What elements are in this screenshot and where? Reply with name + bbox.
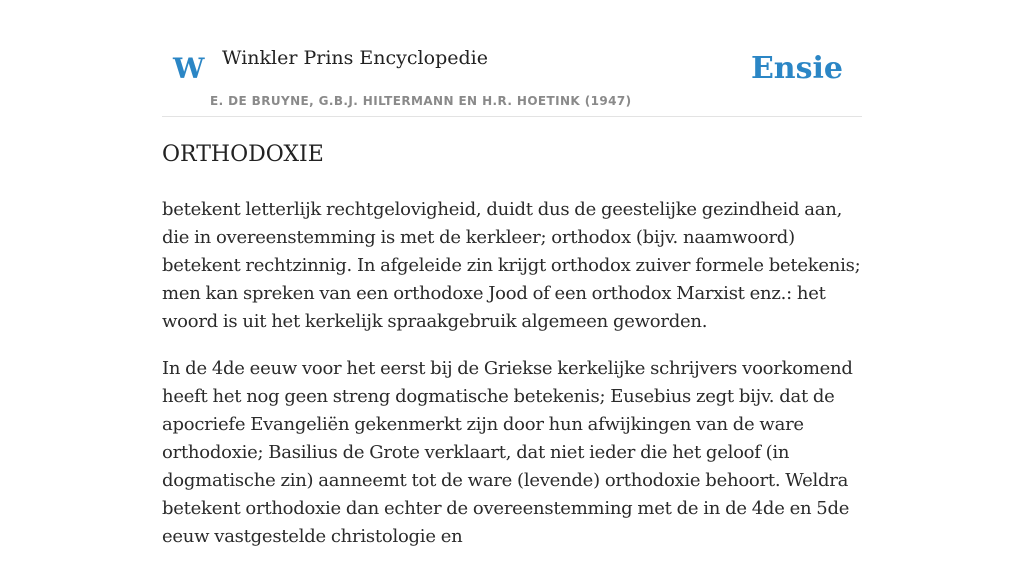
ensie-logo-link[interactable]: Ensie bbox=[750, 51, 843, 86]
entry-paragraph: In de 4de eeuw voor het eerst bij de Griekse kerkelijke schrijvers voorkomend heeft het nog geen streng dogmatische betekenis; Eusebius zegt bijv. dat de apocriefe Evangeliën gekenmerkt zijn door hun afwijkingen van de ware orthodoxie; Basilius de Grote verklaart, dat niet ieder die het geloof (in dogmatische zin) aanneemt tot de ware (levende) orthodoxie behoort. Weldra betekent orthodoxie dan echter de overeenstemming met de in de 4de en 5de eeuw vastgestelde christologie en bbox=[162, 358, 853, 547]
encyclopedia-logo-icon[interactable]: W bbox=[173, 52, 205, 85]
book-title[interactable]: Winkler Prins Encyclopedie bbox=[222, 47, 488, 69]
entry-content bbox=[162, 138, 862, 570]
entry-paragraph: betekent letterlijk rechtgelovigheid, duidt dus de geestelijke gezindheid aan, die in overeenstemming is met de kerkleer; orthodox (bijv. naamwoord) betekent rechtzinnig. In afgeleide zin krijgt orthodox zuiver formele betekenis; men kan spreken van een orthodoxe Jood of een orthodox Marxist enz.: het woord is uit het kerkelijk spraakgebruik algemeen geworden. bbox=[162, 199, 861, 332]
entry-title: ORTHODOXIE bbox=[162, 142, 324, 167]
book-authors: E. DE BRUYNE, G.B.J. HILTERMANN EN H.R. HOETINK (1947) bbox=[210, 94, 632, 108]
header bbox=[162, 0, 862, 117]
